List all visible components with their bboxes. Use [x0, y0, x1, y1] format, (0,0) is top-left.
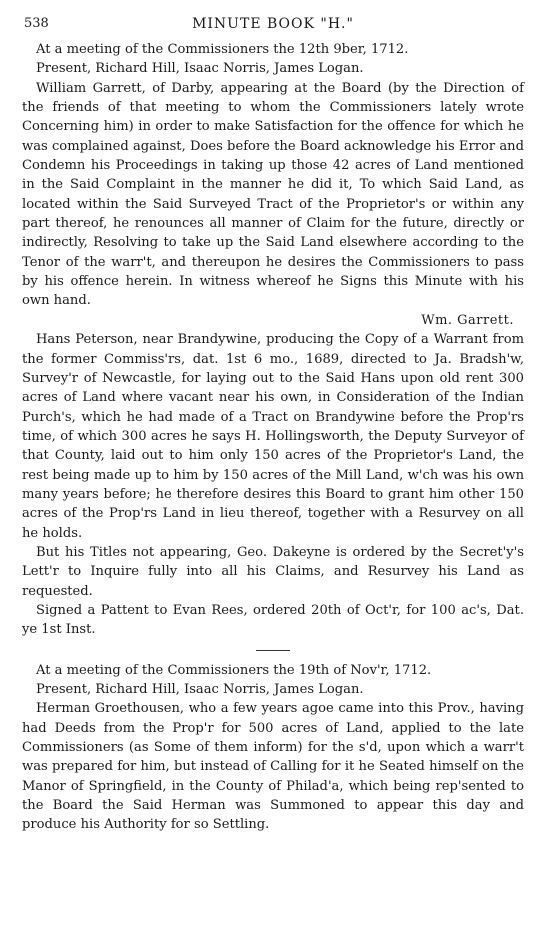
running-head: MINUTE BOOK "H.": [192, 16, 354, 32]
signature: Wm. Garrett.: [421, 312, 514, 328]
meeting-opening: At a meeting of the Commissioners the 19th of Nov'r, 1712.: [36, 662, 432, 678]
present-line: Present, Richard Hill, Isaac Norris, James Logan.: [36, 61, 364, 77]
section-divider: [256, 650, 290, 651]
page-header: [22, 14, 524, 40]
present-line: Present, Richard Hill, Isaac Norris, James Logan.: [36, 682, 364, 697]
titles-minute: But his Titles not appearing, Geo. Dakeyne is ordered by the Secret'y's Lett'r to Inquire fully into all his Claims, and Resurvey his Land as requested.: [22, 544, 524, 599]
groethousen-minute: Herman Groethousen, who a few years agoe came into this Prov., having had Deeds from the Prop'r for 500 acres of Land, applied to the late Commissioners (as Some of them inform) for the s'd, upon which a warr't was prepared for him, but instead of Calling for it he Seated himself on the Manor of Springfield, in the County of Philad'a, which being rep'sented to the Board the Said Herman was Summoned to appear this day and produce his Authority for so Settling.: [22, 701, 524, 833]
pattent-minute: Signed a Pattent to Evan Rees, ordered 20th of Oct'r, for 100 ac's, Dat. ye 1st Inst.: [22, 602, 524, 638]
garrett-minute: William Garrett, of Darby, appearing at the Board (by the Direction of the friends of that meeting to whom the Commissioners lately wrote Concerning him) in order to make Satisfaction for the offence for which he was complained against, Does before the Board acknowledge his Error and Condemn his Proceedings in taking up those 42 acres of Land mentioned in the Said Complaint in the manner he did it, To which Said Land, as located within the Said Surveyed Tract of the Proprietor's or within any part thereof, he renounces all manner of Claim for the future, directly or indirectly, Resolving to take up the Said Land elsewhere according to the Tenor of the warr't, and thereupon he desires the Commissioners to pass by his offence herein. In witness whereof he Signs this Minute with his own hand.: [22, 80, 524, 309]
peterson-minute: Hans Peterson, near Brandywine, producing the Copy of a Warrant from the former Commiss'rs, dat. 1st 6 mo., 1689, directed to Ja. Bradsh'w, Survey'r of Newcastle, for laying out to the Said Hans upon old rent 300 acres of Land where vacant near his own, in Consideration of the Indian Purch's, which he had made of a Tract on Brandywine before the Prop'rs time, of which 300 acres he says H. Hollingsworth, the Deputy Surveyor of that County, laid out to him only 150 acres of the Proprietor's Land, the rest being made up to him by 150 acres of the Mill Land, w'ch was his own many years before; he therefore desires this Board to grant him other 150 acres of the Prop'rs Land in lieu thereof, together with a Resurvey on all he holds.: [22, 332, 524, 541]
page-number: 538: [24, 16, 49, 31]
meeting-opening: At a meeting of the Commissioners the 12th 9ber, 1712.: [36, 42, 409, 57]
document-body: [22, 40, 524, 835]
